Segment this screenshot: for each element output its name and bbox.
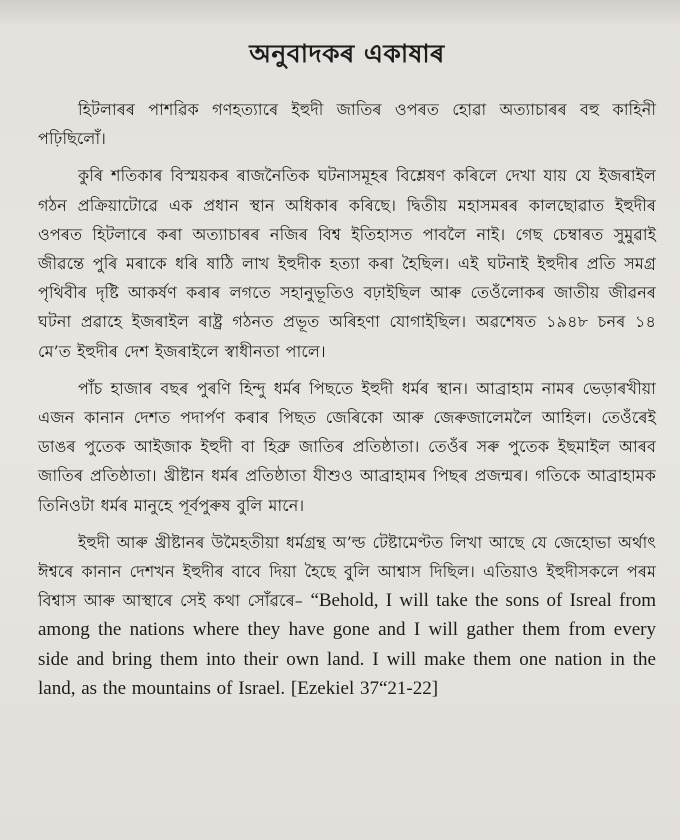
paragraph-4-text: ইহুদী আৰু খ্ৰীষ্টানৰ উমৈহতীয়া ধৰ্মগ্ৰন্থ অ’ল্ড টেষ্টামেণ্টত লিখা আছে যে জেহোভা অৰ্থাৎ ঈশ্বৰে কানান দেশখন ইহুদীৰ বাবে দিয়া হৈছে বুলি আশ্বাস দিছিল। এতিয়াও ইহুদীসকলে পৰম বিশ্বাস আৰু আস্থাৰে সেই কথা সোঁৱৰে– bbox=[38, 532, 656, 611]
paragraph-2 bbox=[38, 161, 656, 365]
paragraph-1 bbox=[38, 95, 656, 153]
paragraph-3 bbox=[38, 374, 656, 520]
paragraph-2-text: কুৰি শতিকাৰ বিস্ময়কৰ ৰাজনৈতিক ঘটনাসমূহৰ বিশ্লেষণ কৰিলে দেখা যায় যে ইজৰাইল গঠন প্ৰক্ৰিয়াটোৱে এক প্ৰধান স্থান অধিকাৰ কৰিছে। দ্বিতীয় মহাসমৰৰ কালছোৱাত ইহুদীৰ ওপৰত হিটলাৰে কৰা অত্যাচাৰৰ নজিৰ বিশ্ব ইতিহাসত পাবলৈ নাই। গেছ চেম্বাৰত সুমুৱাই জীৱন্তে পুৰি মৰাকে ধৰি ষাঠি লাখ ইহুদীক হত্যা কৰা হৈছিল। এই ঘটনাই ইহুদীৰ প্ৰতি সমগ্ৰ পৃথিবীৰ দৃষ্টি আকৰ্ষণ কৰাৰ লগতে সহানুভূতিও বঢ়াইছিল আৰু তেওঁলোকৰ জাতীয় জীৱনৰ ঘটনা প্ৰৱাহে ইজৰাইল ৰাষ্ট্ৰ গঠনত প্ৰভূত অৰিহণা যোগাইছিল। অৱশেষত ১৯৪৮ চনৰ ১৪ মে’ত ইহুদীৰ দেশ ইজৰাইলে স্বাধীনতা পালে। bbox=[38, 166, 656, 361]
page-title: অনুবাদকৰ একাষাৰ bbox=[249, 39, 445, 68]
paragraph-4 bbox=[38, 528, 656, 703]
paragraph-3-text: পাঁচ হাজাৰ বছৰ পুৰণি হিন্দু ধৰ্মৰ পিছতে ইহুদী ধৰ্মৰ স্থান। আব্ৰাহাম নামৰ ভেড়াৰখীয়া এজন কানান দেশত পদাৰ্পণ কৰাৰ পিছত জেৰিকো আৰু জেৰুজালেমলৈ আহিল। তেওঁৰেই ডাঙৰ পুতেক আইজাক ইহুদী বা হিব্ৰু জাতিৰ প্ৰতিষ্ঠাতা। তেওঁৰ সৰু পুতেক ইছমাইল আৰব জাতিৰ প্ৰতিষ্ঠাতা। খ্ৰীষ্টান ধৰ্মৰ প্ৰতিষ্ঠাতা যীশুও আব্ৰাহামৰ পিছৰ প্ৰজন্মৰ। গতিকে আব্ৰাহামক তিনিওটা ধৰ্মৰ মানুহে পূৰ্বপুৰুষ বুলি মানে। bbox=[38, 378, 656, 515]
bible-quote: “Behold, I will take the sons of Isreal from among the nations where they have gone and I will gather them from every side and bring them into their own land. I will make them one nation in the land, as the mountains of Israel. [Ezekiel 37“21-22] bbox=[38, 590, 656, 699]
previous-page-bleed bbox=[0, 0, 680, 26]
paragraph-1-text: হিটলাৰৰ পাশৱিক গণহত্যাৰে ইহুদী জাতিৰ ওপৰত হোৱা অত্যাচাৰৰ বহু কাহিনী পঢ়িছিলোঁ। bbox=[38, 100, 656, 149]
